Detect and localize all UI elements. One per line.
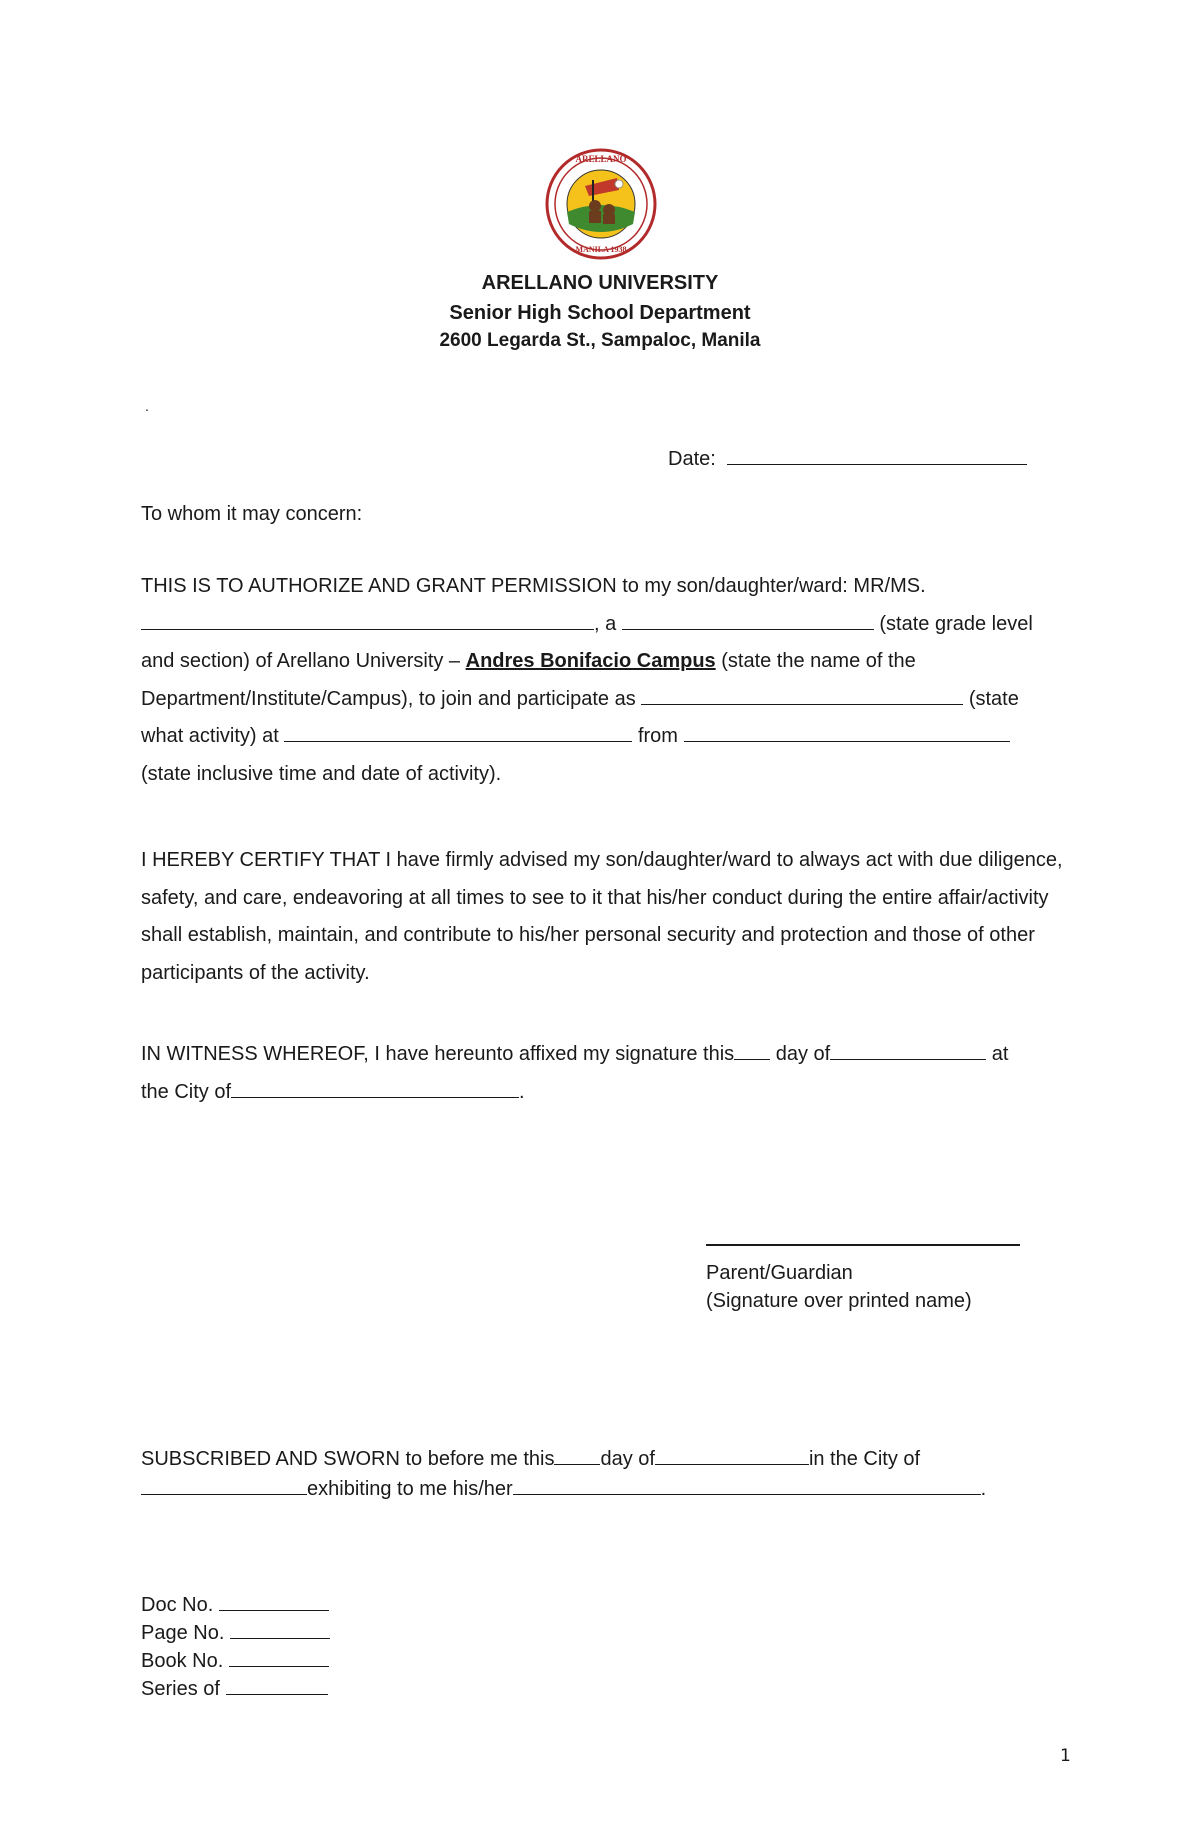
- department-name: Senior High School Department: [449, 302, 751, 324]
- witness-city-blank[interactable]: [231, 1077, 519, 1098]
- campus-name: Andres Bonifacio Campus: [465, 650, 716, 672]
- book-no-blank[interactable]: [229, 1646, 329, 1667]
- sworn-paragraph: SUBSCRIBED AND SWORN to before me this day of in the City of exhibiting to me his/her .: [141, 1444, 1071, 1504]
- stray-mark: .: [145, 398, 149, 414]
- page-no-blank[interactable]: [230, 1618, 330, 1639]
- doc-no-blank[interactable]: [219, 1590, 329, 1611]
- sworn-id-blank[interactable]: [513, 1474, 981, 1495]
- page-number: 1: [1060, 1746, 1071, 1766]
- greeting: To whom it may concern:: [141, 503, 363, 525]
- authorization-line-4: Department/Institute/Campus), to join and participate as (state: [141, 681, 1071, 719]
- sworn-day-blank[interactable]: [554, 1444, 600, 1465]
- witness-month-blank[interactable]: [830, 1039, 986, 1060]
- sworn-month-blank[interactable]: [655, 1444, 809, 1465]
- sworn-city-blank[interactable]: [141, 1474, 307, 1495]
- university-name: ARELLANO UNIVERSITY: [481, 272, 719, 294]
- svg-text:ARELLANO: ARELLANO: [575, 154, 627, 164]
- authorization-line-2: , a (state grade level: [141, 606, 1071, 644]
- activity-time-blank[interactable]: [684, 721, 1010, 742]
- series-blank[interactable]: [226, 1674, 328, 1695]
- authorization-line-5: what activity) at from: [141, 718, 1071, 756]
- notary-doc-no: Doc No.: [141, 1590, 329, 1617]
- date-label: Date:: [668, 448, 716, 470]
- authorization-line-1: THIS IS TO AUTHORIZE AND GRANT PERMISSION to my son/daughter/ward: MR/MS.: [141, 575, 926, 597]
- authorization-line-3: and section) of Arellano University – Andres Bonifacio Campus (state the name of the: [141, 650, 916, 672]
- witness-paragraph: IN WITNESS WHEREOF, I have hereunto affixed my signature this day of at the City of .: [141, 1036, 1071, 1111]
- notary-page-no: Page No.: [141, 1618, 330, 1645]
- notary-book-no: Book No.: [141, 1646, 329, 1673]
- signature-line[interactable]: [706, 1244, 1020, 1246]
- witness-day-blank[interactable]: [734, 1039, 770, 1060]
- date-blank[interactable]: [727, 444, 1027, 465]
- grade-level-blank[interactable]: [622, 609, 874, 630]
- university-address: 2600 Legarda St., Sampaloc, Manila: [439, 330, 761, 351]
- student-name-blank[interactable]: [141, 609, 594, 630]
- university-seal-logo: [545, 148, 657, 260]
- notary-series: Series of: [141, 1674, 328, 1701]
- signature-note: (Signature over printed name): [706, 1290, 972, 1312]
- signature-role: Parent/Guardian: [706, 1262, 853, 1284]
- authorization-line-6: (state inclusive time and date of activity).: [141, 762, 502, 785]
- date-line: [668, 444, 1027, 471]
- authorization-paragraph: [141, 568, 1071, 793]
- svg-text:MANILA 1938: MANILA 1938: [575, 245, 627, 254]
- participation-role-blank[interactable]: [641, 684, 963, 705]
- activity-location-blank[interactable]: [284, 721, 632, 742]
- certify-paragraph: I HEREBY CERTIFY THAT I have firmly advised my son/daughter/ward to always act with due diligence, safety, and care, endeavoring at all times to see to it that his/her conduct during the entire affair/activity shall establish, maintain, and contribute to his/her personal security and protection and those of other participants of the activity.: [141, 849, 1063, 984]
